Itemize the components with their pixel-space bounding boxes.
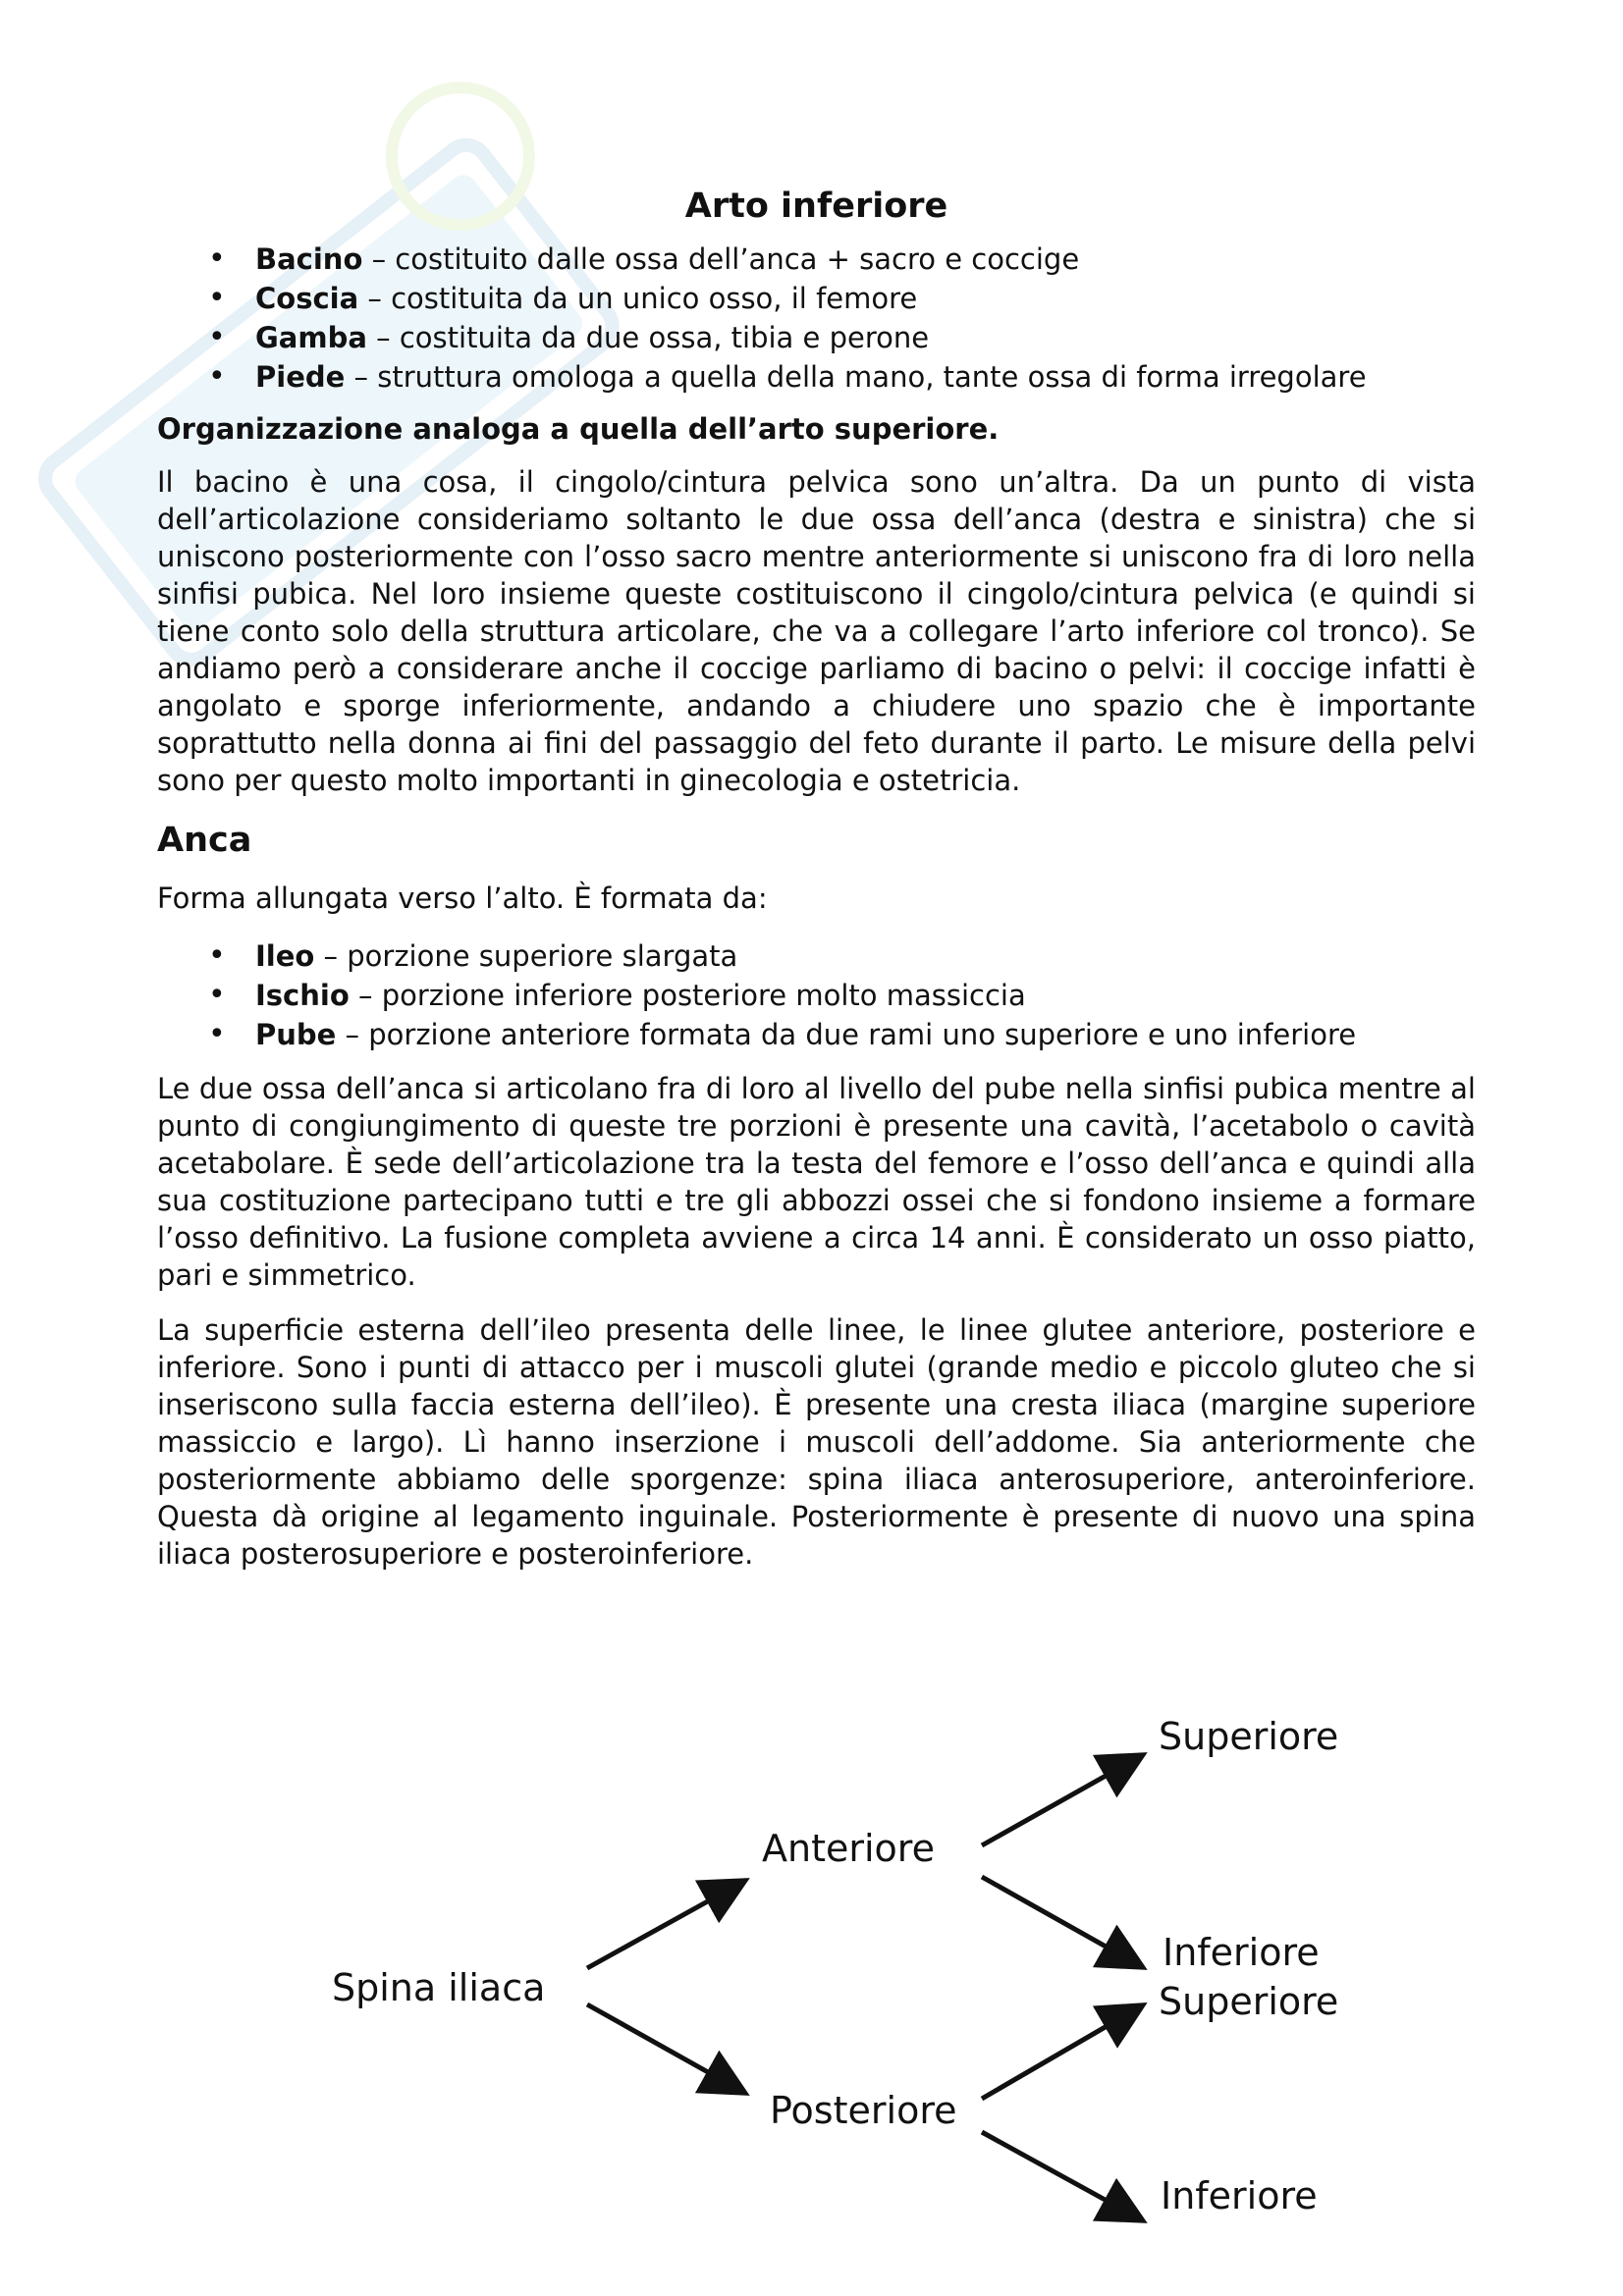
list-item-term: Gamba xyxy=(255,321,367,354)
diagram-anterior-label: Anteriore xyxy=(762,1827,935,1870)
diagram-posterior-inferior-label: Inferiore xyxy=(1161,2174,1318,2217)
list-item xyxy=(255,240,1476,279)
document-body xyxy=(157,187,1476,1590)
arrow-anterior-to-inferior xyxy=(982,1877,1139,1965)
arrow-root-to-posterior xyxy=(587,2004,741,2091)
arrow-posterior-to-inferior xyxy=(982,2132,1139,2218)
paragraph-bacino: Il bacino è una cosa, il cingolo/cintura pelvica sono un’altra. Da un punto di vista dell’articolazione consideriamo soltanto le due ossa dell’anca (destra e sinistra) che si uniscono posteriormente con l’osso sacro mentre anteriormente si uniscono fra di loro nella sinfisi pubica. Nel loro insieme queste costituiscono il cingolo/cintura pelvica (e quindi si tiene conto solo della struttura articolare, che va a collegare l’arto inferiore col tronco). Se andiamo però a considerare anche il coccige parliamo di bacino o pelvi: il coccige infatti è angolato e sporge inferiormente, andando a chiudere uno spazio che è importante soprattutto nella donna ai fini del passaggio del feto durante il parto. Le misure della pelvi sono per questo molto importanti in ginecologia e ostetricia. xyxy=(157,465,1476,797)
list-item-term: Pube xyxy=(255,1018,337,1051)
anca-intro: Forma allungata verso l’alto. È formata da: xyxy=(157,881,768,915)
list-item-term: Ileo xyxy=(255,939,315,973)
list-item-term: Ischio xyxy=(255,979,350,1012)
list-item-term: Coscia xyxy=(255,282,359,315)
diagram-root-label: Spina iliaca xyxy=(332,1966,546,2009)
list-item-desc: – costituita da un unico osso, il femore xyxy=(358,282,918,315)
diagram-anterior-inferior-label: Inferiore xyxy=(1163,1931,1320,1974)
list-item-desc: – costituito dalle ossa dell’anca + sacro e coccige xyxy=(362,242,1080,276)
list-item xyxy=(255,936,1476,976)
list-item-desc: – porzione inferiore posteriore molto massiccia xyxy=(349,979,1026,1012)
arrow-anterior-to-superior xyxy=(982,1757,1139,1845)
list-item xyxy=(255,357,1476,397)
list-item-term: Bacino xyxy=(255,242,363,276)
anca-parts-list xyxy=(157,936,1476,1054)
limb-parts-list xyxy=(157,240,1476,397)
arrow-posterior-to-superior xyxy=(982,2007,1139,2099)
list-item-desc: – porzione superiore slargata xyxy=(314,939,738,973)
list-item xyxy=(255,318,1476,357)
list-item-term: Piede xyxy=(255,360,346,394)
section-heading-anca: Anca xyxy=(157,821,252,860)
list-item xyxy=(255,976,1476,1015)
list-item-desc: – struttura omologa a quella della mano, tante ossa di forma irregolare xyxy=(345,360,1367,394)
spina-iliaca-diagram xyxy=(0,1688,1623,2238)
list-item-desc: – costituita da due ossa, tibia e perone xyxy=(366,321,930,354)
paragraph-acetabolo: Le due ossa dell’anca si articolano fra di loro al livello del pube nella sinfisi pubica mentre al punto di congiungimento di queste tre porzioni è presente una cavità, l’acetabolo o cavità acetabolare. È sede dell’articolazione tra la testa del femore e l’osso dell’anca e quindi alla sua costituzione partecipano tutti e tre gli abbozzi ossei che si fondono insieme a formare l’osso definitivo. La fusione completa avviene a circa 14 anni. È considerato un osso piatto, pari e simmetrico. xyxy=(157,1072,1476,1292)
paragraph-ileo: La superficie esterna dell’ileo presenta delle linee, le linee glutee anteriore, posteriore e inferiore. Sono i punti di attacco per i muscoli glutei (grande medio e piccolo gluteo che si inseriscono sulla faccia esterna dell’ileo). È presente una cresta iliaca (margine superiore massiccio e largo). Lì hanno inserzione i muscoli dell’addome. Sia anteriormente che posteriormente abbiamo delle sporgenze: spina iliaca anterosuperiore, anteroinferiore. Questa dà origine al legamento inguinale. Posteriormente è presente di nuovo una spina iliaca posterosuperiore e posteroinferiore. xyxy=(157,1313,1476,1571)
list-item xyxy=(255,279,1476,318)
list-item xyxy=(255,1015,1476,1054)
page-title: Arto inferiore xyxy=(684,187,948,226)
diagram-posterior-superior-label: Superiore xyxy=(1159,1980,1339,2023)
diagram-anterior-superior-label: Superiore xyxy=(1159,1715,1339,1758)
diagram-posterior-label: Posteriore xyxy=(770,2089,957,2132)
list-item-desc: – porzione anteriore formata da due rami uno superiore e uno inferiore xyxy=(336,1018,1357,1051)
arrow-root-to-anterior xyxy=(587,1883,741,1968)
lead-statement: Organizzazione analoga a quella dell’arto superiore. xyxy=(157,412,1000,446)
